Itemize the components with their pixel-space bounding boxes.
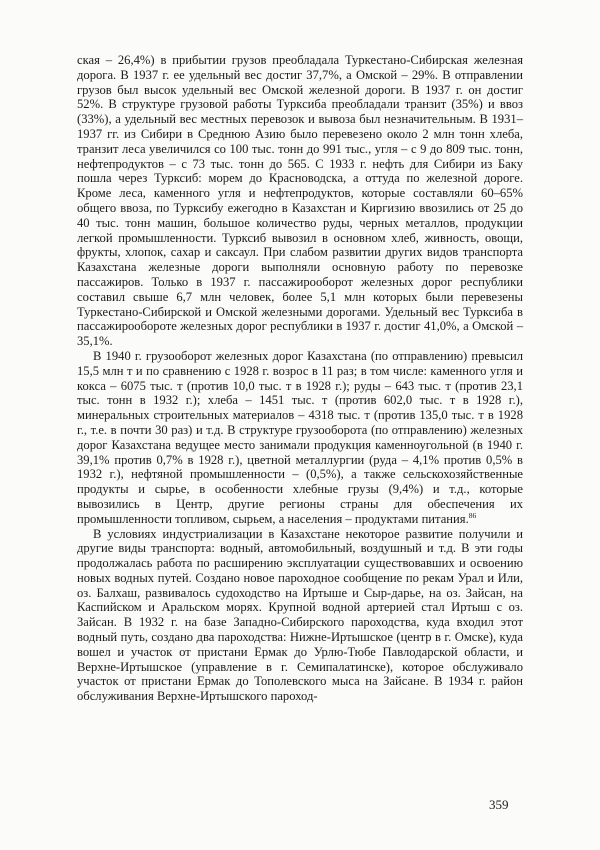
paragraph-2-text: В 1940 г. грузооборот железных дорог Казахстана (по отправлению) превысил 15,5 млн т и по сравнению с 1928 г. возрос в 11 раз; в том числе: каменного угля и кокса – 6075 тыс. т (против 10,0 тыс. т в 1928 г.); руды – 643 тыс. т (против 23,1 тыс. тонн в 1932 г.); хлеба – 1451 тыс. т (против 602,0 тыс. т в 1928 г.), минеральных строительных материалов – 4318 тыс. т (против 135,0 тыс. т в 1928 г., т.е. в почти 30 раз) и т.д. В структуре грузооборота (по отправлению) железных дорог Казахстана ведущее место занимали продукция каменноугольной (в 1940 г. 39,1% против 0,7% в 1928 г.), цветной металлургии (руда – 4,1% против 0,5% в 1932 г.), нефтяной промышленности – (0,5%), а также сельскохозяйственные продукты и сырье, в особенности хлебные грузы (9,4%) и т.д., которые вывозились в Центр, другие регионы страны для обеспечения их промышленности топливом, сырьем, а населения – продуктами питания.: [77, 348, 523, 526]
paragraph-1: [77, 53, 523, 349]
page-number: 359: [489, 797, 509, 812]
footnote-reference: 86: [468, 510, 477, 520]
paragraph-3-text: В условиях индустриализации в Казахстане некоторое развитие получили и другие виды транспорта: водный, автомобильный, воздушный и т.д. В эти годы продолжалась работа по расширению эксплуатации существовавших и освоению новых водных путей. Создано новое пароходное сообщение по рекам Урал и Или, оз. Балхаш, развивалось судоходство на Иртыше и Сыр-дарье, на оз. Зайсан, на Каспийском и Аральском морях. Крупной водной артерией стал Иртыш с оз. Зайсан. В 1932 г. на базе Западно-Сибирского пароходства, куда входил этот водный путь, создано два пароходства: Нижне-Иртышское (центр в г. Омске), куда вошел и участок от пристани Ермак до Урлю-Тюбе Павлодарской области, и Верхне-Иртышское (управление в г. Семипалатинске), которое обслуживало участок от пристани Ермак до Тополевского мыса на Зайсане. В 1934 г. район обслуживания Верхне-Иртышского пароход-: [77, 526, 523, 704]
paragraph-1-text: ская – 26,4%) в прибытии грузов преобладала Туркестано-Сибирская железная дорога. В 1937 г. ее удельный вес достиг 37,7%, а Омской – 29%. В отправлении грузов был высок удельный вес Омской железной дороги. В 1937 г. он достиг 52%. В структуре грузовой работы Турксиба преобладали транзит (35%) и ввоз (33%), а удельный вес местных перевозок и вывоза был незначительным. В 1931–1937 гг. из Сибири в Среднюю Азию было перевезено около 2 млн тонн хлеба, транзит леса увеличился со 100 тыс. тонн до 991 тыс., угля – с 9 до 809 тыс. тонн, нефтепродуктов – с 73 тыс. тонн до 565. С 1933 г. нефть для Сибири из Баку пошла через Турксиб: морем до Красноводска, а оттуда по железной дороге. Кроме леса, каменного угля и нефтепродуктов, которые составляли 60–65% общего ввоза, по Турксибу ежегодно в Казахстан и Киргизию ввозились от 25 до 40 тыс. тонн машин, большое количество руды, черных металлов, продукции легкой промышленности. Турксиб вывозил в основном хлеб, живность, овощи, фрукты, хлопок, сахар и саксаул. При слабом развитии других видов транспорта Казахстана железные дороги выполняли основную работу по перевозке пассажиров. Только в 1937 г. пассажирооборот железных дорог республики составил свыше 6,7 млн человек, более 5,1 млн которых были перевезены Туркестано-Сибирской и Омской железными дорогами. Удельный вес Турксиба в пассажирообороте железных дорог республики в 1937 г. достиг 41,0%, а Омской – 35,1%.: [77, 53, 523, 349]
paragraph-2: [77, 349, 523, 527]
body-text: [77, 53, 523, 704]
paragraph-3: [77, 527, 523, 705]
